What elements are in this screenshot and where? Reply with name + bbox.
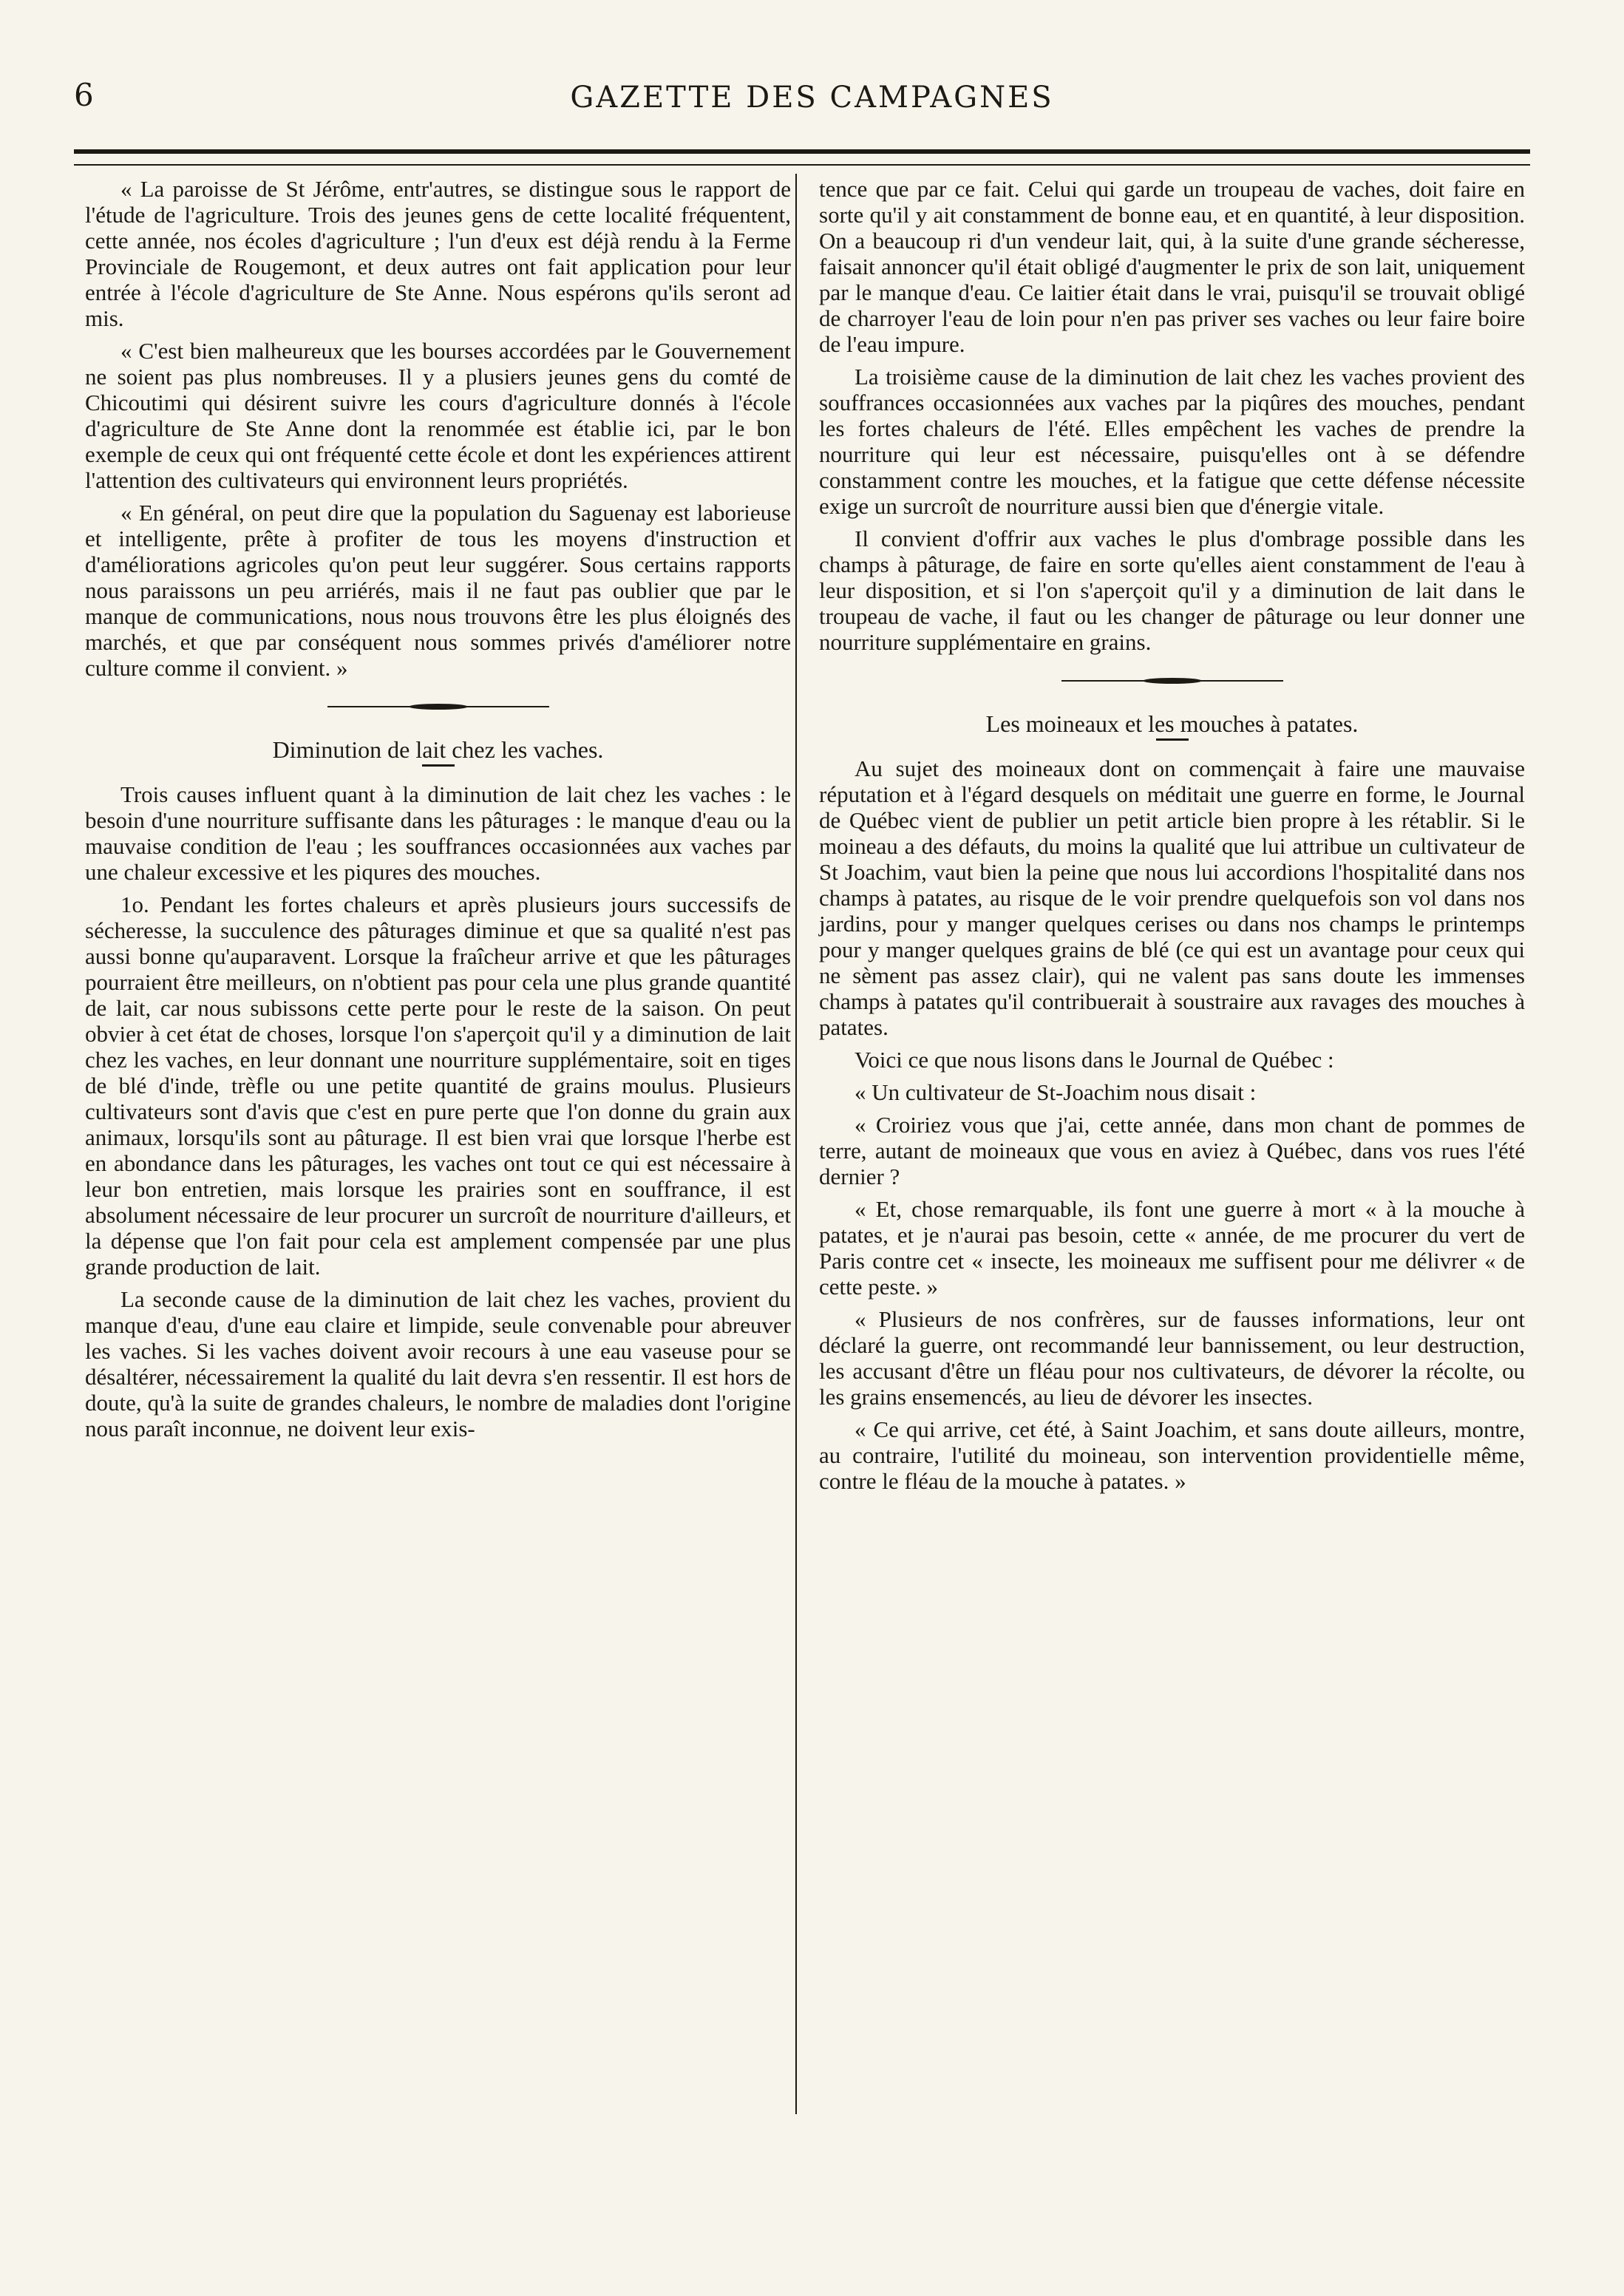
column-divider [795, 174, 797, 2114]
paragraph: « C'est bien malheureux que les bourses accordées par le Gouvernement ne soient pas plus nombreuses. Il y a plusiers jeunes gens du comté de Chicoutimi qui désirent suivre les cours d'agriculture donnés à l'école d'agriculture de Ste Anne dont la renommée est établie ici, par le bon exemple de ceux qui ont fréquenté cette école et dont les expériences attirent l'attention des cultivateurs qui environnent leurs propriétés. [85, 338, 791, 493]
paragraph: Au sujet des moineaux dont on commençait à faire une mauvaise réputation et à l'égard desquels on méditait une guerre en forme, le Journal de Québec vient de publier un petit article bien propre à les rétablir. Si le moineau a des défauts, du moins la qualité que lui attribue un cultivateur de St Joachim, vaut bien la peine que nous lui accordions l'hospitalité dans nos champs à patates, au risque de le voir prendre quelquefois son vol dans nos jardins, pour y manger quelques cerises ou dans nos champs le printemps pour y manger quelques grains de blé (ce qui est un avantage pour ceux qui ne sèment pas assez clair), qui ne valent pas sans doute les immenses champs à patates qu'il contribuerait à soustraire aux ravages des mouches à patates. [819, 755, 1525, 1040]
title-dash [1156, 738, 1189, 741]
paragraph: « En général, on peut dire que la population du Saguenay est laborieuse et intelligente, prête à profiter de tous les moyens d'instruction et d'améliorations agricoles qu'on peut leur suggérer. Sous certains rapports nous paraissons un peu arriérés, mais il ne faut pas oublier que par le manque de communications, nous nous trouvons être les plus éloignés des marchés, et que par conséquent nous sommes privés d'améliorer notre culture comme il convient. » [85, 500, 791, 681]
running-head: GAZETTE DES CAMPAGNES [570, 81, 1054, 115]
paragraph: « Plusieurs de nos confrères, sur de fausses informations, leur ont déclaré la guerre, ont recommandé leur bannissement, ou leur destruction, les accusant d'être un fléau pour nos cultivateurs, de dévorer la récolte, ou les grains ensemencés, au lieu de dévorer les insectes. [819, 1306, 1525, 1410]
paragraph: « Et, chose remarquable, ils font une guerre à mort « à la mouche à patates, et je n'aurai pas besoin, cette « année, de me procurer du vert de Paris contre cet « insecte, les moineaux me suffisent pour me délivrer « de cette peste. » [819, 1196, 1525, 1300]
page-number: 6 [74, 77, 94, 113]
title-dash [422, 764, 455, 767]
right-column [819, 176, 1525, 1501]
paragraph: La troisième cause de la diminution de lait chez les vaches provient des souffrances occasionnées aux vaches par la piqûres des mouches, pendant les fortes chaleurs de l'été. Elles empêchent les vaches de prendre la nourriture qui leur est nécessaire, puisqu'elles ont à se défendre constamment contre les mouches, et la fatigue que cette défense nécessite exige un surcroît de nourriture aussi bien que d'énergie vitale. [819, 364, 1525, 519]
section-title: Diminution de lait chez les vaches. [272, 736, 604, 763]
paragraph: tence que par ce fait. Celui qui garde un troupeau de vaches, doit faire en sorte qu'il y ait constamment de bonne eau, et en quantité, à leur disposition. On a beaucoup ri d'un vendeur lait, qui, à la suite d'une grande sécheresse, faisait annoncer qu'il était obligé d'augmenter le prix de son lait, uniquement par le manque d'eau. Ce laitier était dans le vrai, puisqu'il se trouvait obligé de charroyer l'eau de loin pour n'en pas priver ses vaches ou leur faire boire de l'eau impure. [819, 176, 1525, 357]
paragraph: La seconde cause de la diminution de lait chez les vaches, provient du manque d'eau, d'une eau claire et limpide, seule convenable pour abreuver les vaches. Si les vaches doivent avoir recours à une eau vaseuse pour se désaltérer, nécessairement la qualité du lait devra s'en ressentir. Il est hors de doute, qu'à la suite de grandes chaleurs, le nombre de maladies dont l'origine nous paraît inconnue, ne doivent leur exis- [85, 1286, 791, 1441]
paragraph: « Croiriez vous que j'ai, cette année, dans mon chant de pommes de terre, autant de moineaux que vous en aviez à Québec, dans vos rues l'été dernier ? [819, 1112, 1525, 1189]
paragraph: 1o. Pendant les fortes chaleurs et après plusieurs jours successifs de sécheresse, la succulence des pâturages diminue et que sa qualité n'est pas aussi bonne qu'auparavent. Lorsque la fraîcheur arrive et que les pâturages pourraient être meilleurs, on n'obtient pas pour cela une plus grande quantité de lait, car nous subissons cette perte pour le reste de la saison. On peut obvier à cet état de choses, lorsque l'on s'aperçoit qu'il y a diminution de lait chez les vaches, en leur donnant une nourriture supplémentaire, soit en tiges de blé d'inde, trèfle ou une petite quantité de grains moulus. Plusieurs cultivateurs sont d'avis que c'est en pure perte que l'on donne du grain aux animaux, lorsqu'ils sont au pâturage. Il est bien vrai que lorsque l'herbe est en abondance dans les pâturages, les vaches ont tout ce qui est nécessaire à leur bon entretien, mais lorsque les prairies sont en souffrance, il est absolument nécessaire de leur procurer un surcroît de nourriture d'ailleurs, et la dépense que l'on fait pour cela est amplement compensée par une plus grande production de lait. [85, 891, 791, 1280]
paragraph: Il convient d'offrir aux vaches le plus d'ombrage possible dans les champs à pâturage, de faire en sorte qu'elles aient constamment de l'eau à leur disposition, et si l'on s'aperçoit qu'il y a diminution de lait dans le troupeau de vache, il faut ou les changer de pâturage ou leur donner une nourriture supplémentaire en grains. [819, 526, 1525, 655]
ornament-rule [327, 703, 549, 710]
paragraph: « Un cultivateur de St-Joachim nous disait : [855, 1079, 1257, 1105]
ornament-rule [1061, 677, 1283, 685]
section-title: Les moineaux et les mouches à patates. [985, 710, 1359, 737]
paragraph: « La paroisse de St Jérôme, entr'autres, se distingue sous le rapport de l'étude de l'agriculture. Trois des jeunes gens de cette localité fréquentent, cette année, nos écoles d'agriculture ; l'un d'eux est déjà rendu à la Ferme Provinciale de Rougemont, et deux autres ont fait application pour leur entrée à l'école d'agriculture de Ste Anne. Nous espérons qu'ils seront ad mis. [85, 176, 791, 331]
paragraph: « Ce qui arrive, cet été, à Saint Joachim, et sans doute ailleurs, montre, au contraire, l'utilité du moineau, son intervention providentielle même, contre le fléau de la mouche à patates. » [819, 1416, 1525, 1494]
left-column [85, 176, 791, 1448]
paragraph: Voici ce que nous lisons dans le Journal de Québec : [855, 1047, 1334, 1073]
paragraph: Trois causes influent quant à la diminution de lait chez les vaches : le besoin d'une nourriture suffisante dans les pâturages : le manque d'eau ou la mauvaise condition de l'eau ; les souffrances occasionnées aux vaches par une chaleur excessive et les piqures des mouches. [85, 781, 791, 885]
header-rule [74, 149, 1530, 166]
